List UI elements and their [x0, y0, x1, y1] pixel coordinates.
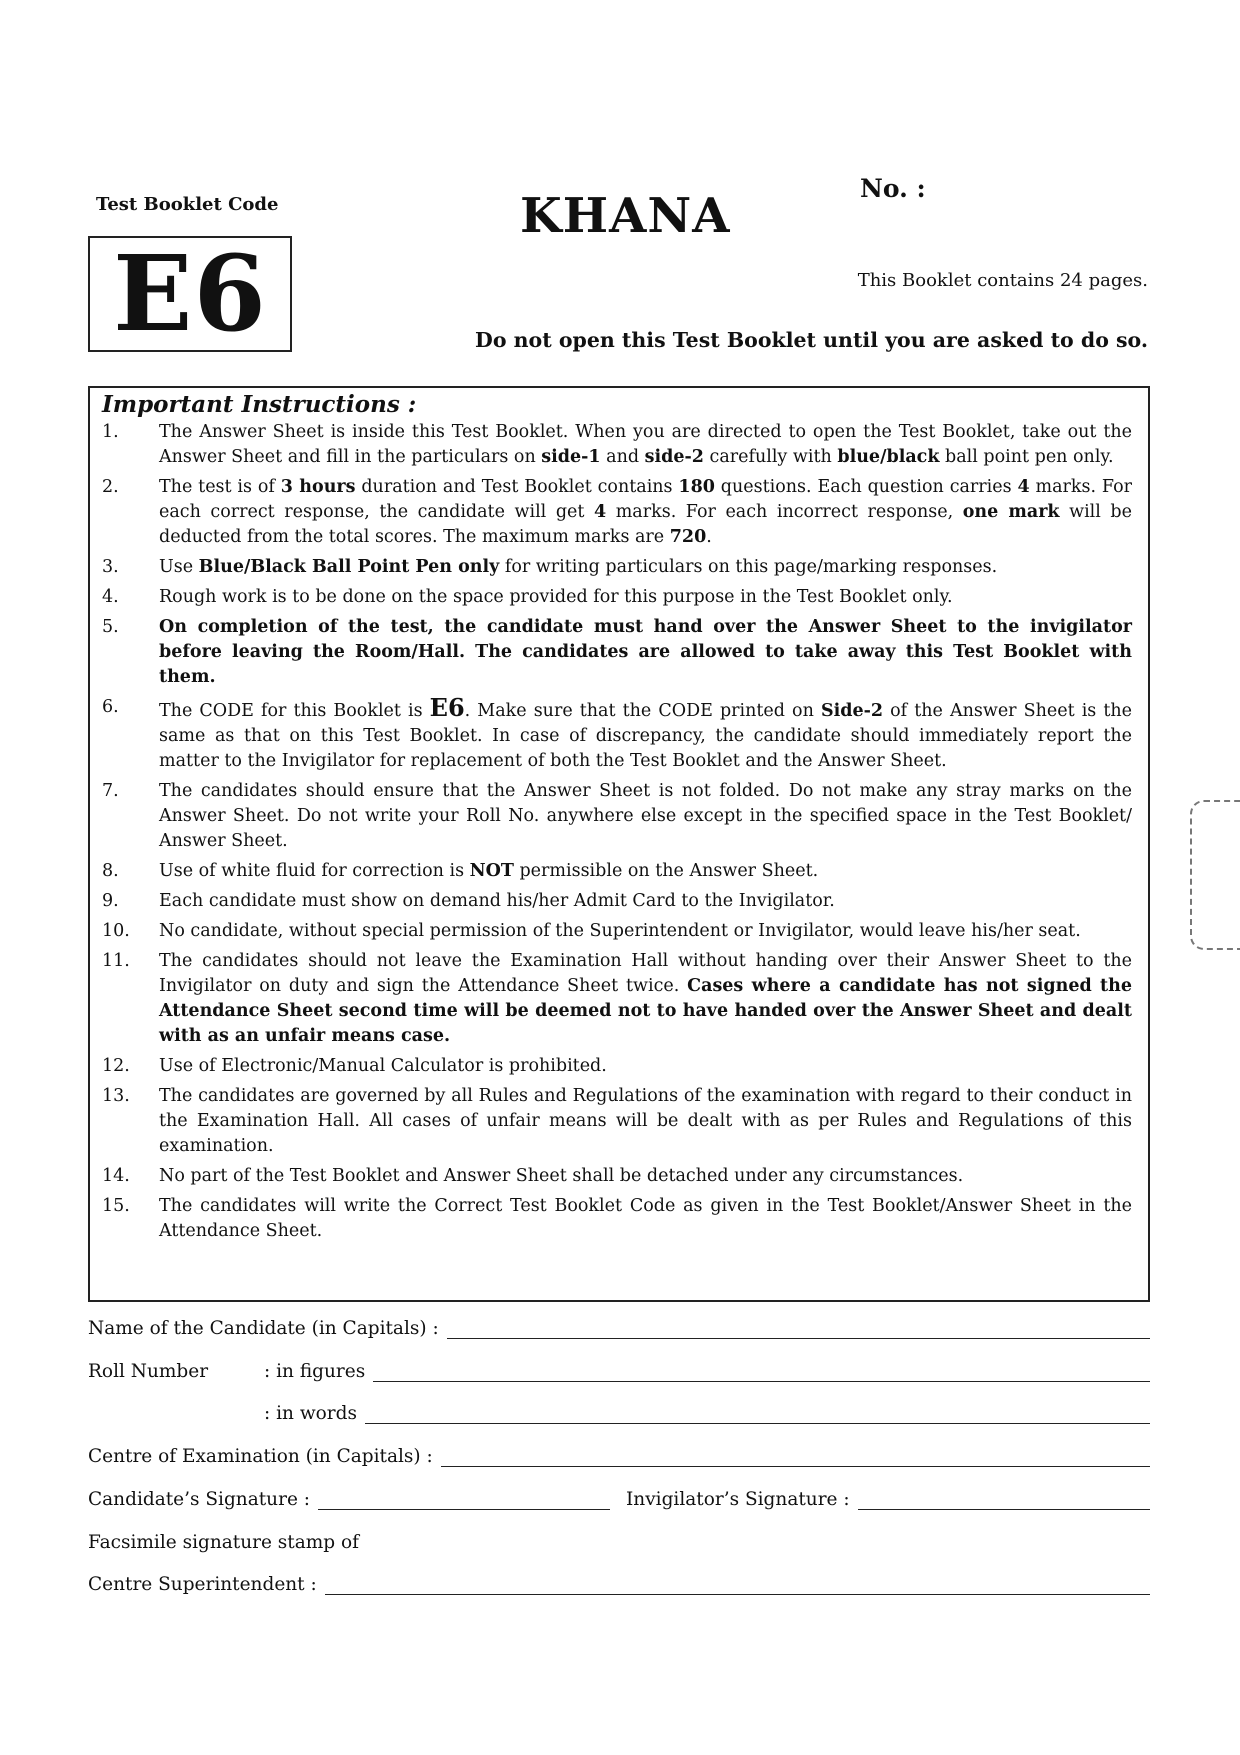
instruction-item — [102, 695, 1132, 774]
instruction-item — [102, 1164, 1132, 1189]
instruction-number: 12. — [102, 1056, 130, 1076]
instruction-number: 9. — [102, 891, 119, 911]
instruction-item — [102, 475, 1132, 550]
superintendent-stamp-field[interactable] — [325, 1576, 1150, 1595]
candidate-name-label: Name of the Candidate (in Capitals) : — [88, 1318, 439, 1339]
invigilator-signature-label: Invigilator’s Signature : — [626, 1489, 850, 1510]
instruction-item — [102, 859, 1132, 884]
instruction-number: 4. — [102, 587, 119, 607]
roll-figures-field[interactable] — [373, 1363, 1150, 1382]
instruction-text: Use of white fluid for correction is NOT permissible on the Answer Sheet. — [159, 861, 819, 881]
candidate-signature-field[interactable] — [318, 1491, 610, 1510]
instruction-item — [102, 889, 1132, 914]
centre-label: Centre of Examination (in Capitals) : — [88, 1446, 433, 1467]
page-title: KHANA — [520, 188, 731, 244]
instruction-item — [102, 1194, 1132, 1244]
instruction-number: 15. — [102, 1196, 130, 1216]
roll-words-field[interactable] — [365, 1405, 1150, 1424]
candidate-name-row — [88, 1318, 1150, 1339]
instruction-item — [102, 779, 1132, 854]
roll-words-row — [88, 1403, 1150, 1424]
booklet-code-box — [88, 232, 292, 355]
do-not-open-warning: Do not open this Test Booklet until you are asked to do so. — [475, 328, 1148, 352]
instruction-item — [102, 919, 1132, 944]
stamp-label-2: Centre Superintendent : — [88, 1574, 317, 1595]
signature-row — [88, 1489, 1150, 1510]
candidate-signature-label: Candidate’s Signature : — [88, 1489, 310, 1510]
instruction-text: The CODE for this Booklet is E6. Make sure that the CODE printed on Side-2 of the Answer Sheet is the same as that on this Test Booklet. In case of discrepancy, the candidate should immediately report the matter to the Invigilator for replacement of both the Test Booklet and the Answer Sheet. — [159, 693, 1133, 771]
instruction-text: The candidates should ensure that the Answer Sheet is not folded. Do not make any stray marks on the Answer Sheet. Do not write your Roll No. anywhere else except in the specified space in the Test Booklet/ Answer Sheet. — [159, 781, 1132, 851]
instruction-text: The candidates are governed by all Rules and Regulations of the examination with regard to their conduct in the Examination Hall. All cases of unfair means will be dealt with as per Rules and Regulations of this examination. — [159, 1086, 1132, 1156]
stamp-label-1: Facsimile signature stamp of — [88, 1532, 360, 1553]
stamp-row-2 — [88, 1574, 1150, 1595]
roll-words-label: : in words — [264, 1403, 357, 1424]
instruction-number: 13. — [102, 1086, 130, 1106]
instruction-number: 2. — [102, 477, 119, 497]
instruction-text: No candidate, without special permission of the Superintendent or Invigilator, would leave his/her seat. — [159, 921, 1081, 941]
instruction-number: 1. — [102, 422, 119, 442]
instruction-number: 5. — [102, 617, 119, 637]
instruction-text: The test is of 3 hours duration and Test Booklet contains 180 questions. Each question carries 4 marks. For each correct response, the candidate will get 4 marks. For each incorrect response, one mark will be deducted from the total scores. The maximum marks are 720. — [159, 477, 1132, 547]
booklet-number-label: No. : — [860, 174, 926, 203]
booklet-code-label: Test Booklet Code — [96, 194, 279, 215]
instruction-text: No part of the Test Booklet and Answer Sheet shall be detached under any circumstances. — [159, 1166, 964, 1186]
instruction-item — [102, 555, 1132, 580]
instruction-number: 8. — [102, 861, 119, 881]
pages-note: This Booklet contains 24 pages. — [857, 270, 1148, 291]
instruction-item — [102, 420, 1132, 470]
booklet-code: E6 — [113, 232, 267, 355]
instruction-number: 11. — [102, 951, 130, 971]
instruction-item — [102, 949, 1132, 1049]
instruction-text: The Answer Sheet is inside this Test Booklet. When you are directed to open the Test Booklet, take out the Answer Sheet and fill in the particulars on side-1 and side-2 carefully with blue/black ball point pen only. — [159, 422, 1132, 467]
instructions-box — [88, 386, 1150, 1302]
centre-row — [88, 1446, 1150, 1467]
instruction-number: 7. — [102, 781, 119, 801]
roll-number-label: Roll Number — [88, 1361, 209, 1382]
instruction-text: Use of Electronic/Manual Calculator is prohibited. — [159, 1056, 607, 1076]
instruction-number: 14. — [102, 1166, 130, 1186]
roll-figures-label: : in figures — [264, 1361, 366, 1382]
instruction-number: 3. — [102, 557, 119, 577]
candidate-name-field[interactable] — [447, 1320, 1150, 1339]
instruction-text: Rough work is to be done on the space provided for this purpose in the Test Booklet only. — [159, 587, 953, 607]
instruction-text: On completion of the test, the candidate must hand over the Answer Sheet to the invigilator before leaving the Room/Hall. The candidates are allowed to take away this Test Booklet with them. — [159, 617, 1132, 687]
margin-dashed-mark — [1190, 800, 1240, 950]
instruction-item — [102, 585, 1132, 610]
stamp-row-1 — [88, 1532, 1150, 1553]
instruction-text: Each candidate must show on demand his/her Admit Card to the Invigilator. — [159, 891, 835, 911]
instruction-item — [102, 615, 1132, 690]
instruction-item — [102, 1054, 1132, 1079]
instruction-text: Use Blue/Black Ball Point Pen only for writing particulars on this page/marking responses. — [159, 557, 998, 577]
instructions-list — [102, 420, 1132, 1244]
roll-figures-row — [88, 1361, 1150, 1382]
instruction-text: The candidates will write the Correct Test Booklet Code as given in the Test Booklet/Answer Sheet in the Attendance Sheet. — [159, 1196, 1132, 1241]
instruction-number: 10. — [102, 921, 130, 941]
instructions-heading: Important Instructions : — [102, 391, 417, 418]
centre-field[interactable] — [441, 1448, 1150, 1467]
instruction-number: 6. — [102, 697, 119, 717]
instruction-item — [102, 1084, 1132, 1159]
invigilator-signature-field[interactable] — [858, 1491, 1150, 1510]
instruction-text: The candidates should not leave the Examination Hall without handing over their Answer Sheet to the Invigilator on duty and sign the Attendance Sheet twice. Cases where a candidate has not signed the Attendance Sheet second time will be deemed not to have handed over the Answer Sheet and dealt with as an unfair means case. — [159, 951, 1132, 1046]
